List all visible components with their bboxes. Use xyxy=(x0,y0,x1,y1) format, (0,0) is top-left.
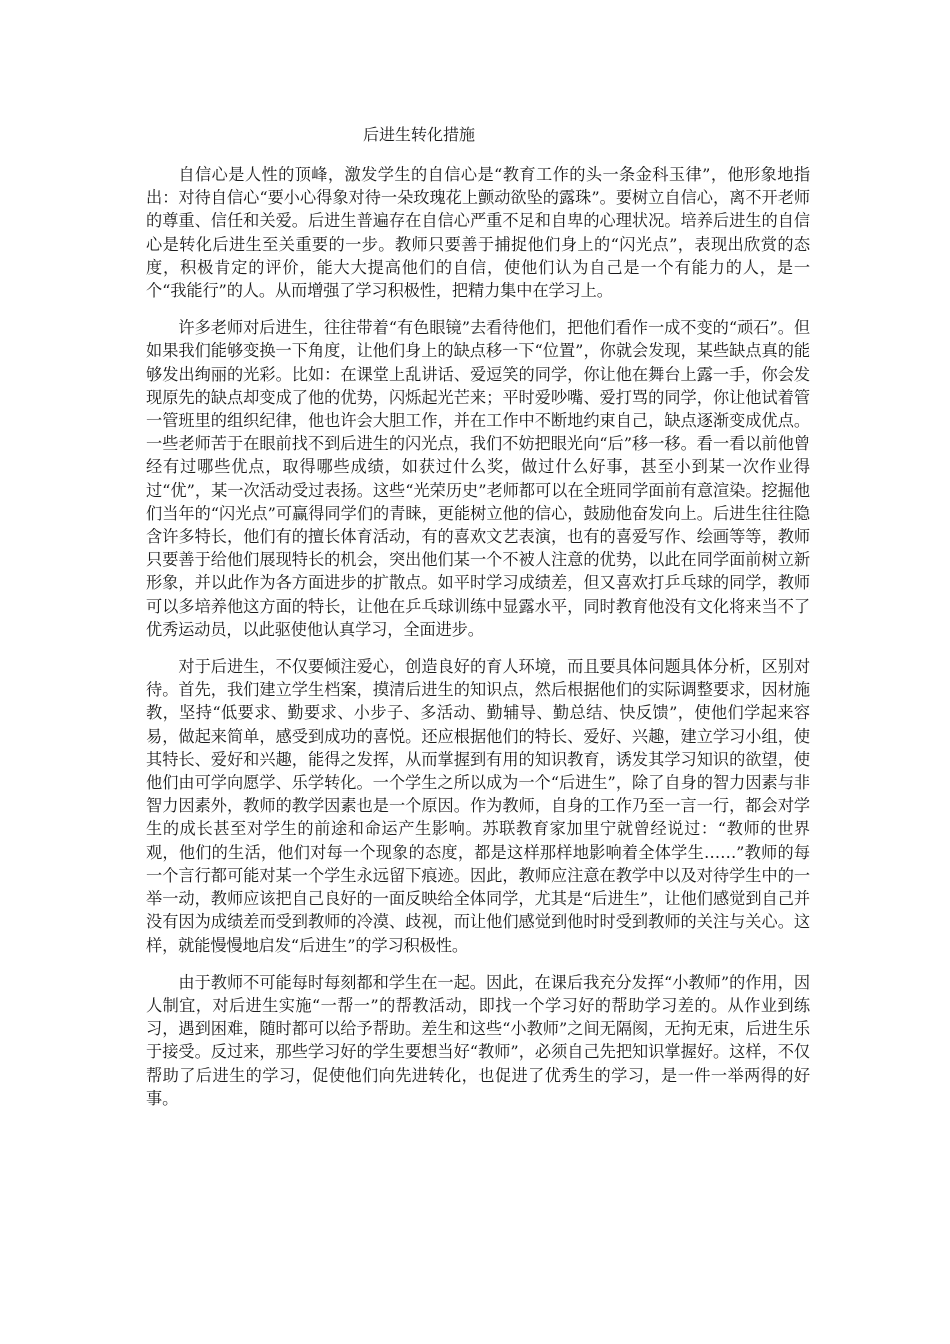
paragraph-differentiated-teaching: 对于后进生，不仅要倾注爱心，创造良好的育人环境，而且要具体问题具体分析，区别对待。首先，我们建立学生档案，摸清后进生的知识点，然后根据他们的实际调整要求，因材施教，坚持“低要求、勤要求、小步子、多活动、勤辅导、勤总结、快反馈”，使他们学起来容易，做起来简单，感受到成功的喜悦。还应根据他们的特长、爱好、兴趣，建立学习小组，使其特长、爱好和兴趣，能得之发挥，从而掌握到有用的知识教育，诱发其学习知识的欲望，使他们由可学向愿学、乐学转化。一个学生之所以成为一个“后进生”，除了自身的智力因素与非智力因素外，教师的教学因素也是一个原因。作为教师，自身的工作乃至一言一行，都会对学生的成长甚至对学生的前途和命运产生影响。苏联教育家加里宁就曾经说过：“教师的世界观，他们的生活，他们对每一个现象的态度，都是这样那样地影响着全体学生……”教师的每一个言行都可能对某一个学生永远留下痕迹。因此，教师应注意在教学中以及对待学生中的一举一动，教师应该把自己良好的一面反映给全体同学，尤其是“后进生”，让他们感觉到自己并没有因为成绩差而受到教师的冷漠、歧视，而让他们感觉到他时时受到教师的关注与关心。这样，就能慢慢地启发“后进生”的学习积极性。 xyxy=(146,657,810,955)
document-title: 后进生转化措施 xyxy=(363,125,476,144)
paragraph-peer-tutoring: 由于教师不可能每时每刻都和学生在一起。因此，在课后我充分发挥“小教师”的作用，因人制宜，对后进生实施“一帮一”的帮教活动，即找一个学习好的帮助学习差的。从作业到练习，遇到困难，随时都可以给予帮助。差生和这些“小教师”之间无隔阂，无拘无束，后进生乐于接受。反过来，那些学习好的学生要想当好“教师”，必须自己先把知识掌握好。这样，不仅帮助了后进生的学习，促使他们向先进转化，也促进了优秀生的学习，是一件一举两得的好事。 xyxy=(146,972,810,1108)
document-body xyxy=(146,163,810,1124)
paragraph-strengths: 许多老师对后进生，往往带着“有色眼镜”去看待他们，把他们看作一成不变的“顽石”。但如果我们能够变换一下角度，让他们身上的缺点移一下“位置”，你就会发现，某些缺点真的能够发出绚丽的光彩。比如：在课堂上乱讲话、爱逗笑的同学，你让他在舞台上露一手，你会发现原先的缺点却变成了他的优势，闪烁起光芒来；平时爱吵嘴、爱打骂的同学，你让他试着管一管班里的组织纪律，他也许会大胆工作，并在工作中不断地约束自己，缺点逐渐变成优点。一些老师苦于在眼前找不到后进生的闪光点，我们不妨把眼光向“后”移一移。看一看以前他曾经有过哪些优点，取得哪些成绩，如获过什么奖，做过什么好事，甚至小到某一次作业得过“优”，某一次活动受过表扬。这些“光荣历史”老师都可以在全班同学面前有意渲染。挖掘他们当年的“闪光点”可赢得同学们的青睐，更能树立他的信心，鼓励他奋发向上。后进生往往隐含许多特长，他们有的擅长体育活动，有的喜欢文艺表演，也有的喜爱写作、绘画等等，教师只要善于给他们展现特长的机会，突出他们某一个不被人注意的优势，以此在同学面前树立新形象，并以此作为各方面进步的扩散点。如平时学习成绩差，但又喜欢打乒乓球的同学，教师可以多培养他这方面的特长，让他在乒乓球训练中显露水平，同时教育他没有文化将来当不了优秀运动员，以此驱使他认真学习，全面进步。 xyxy=(146,318,810,639)
paragraph-confidence: 自信心是人性的顶峰，激发学生的自信心是“教育工作的头一条金科玉律”，他形象地指出：对待自信心“要小心得象对待一朵玫瑰花上颤动欲坠的露珠”。要树立自信心，离不开老师的尊重、信任和关爱。后进生普遍存在自信心严重不足和自卑的心理状况。培养后进生的自信心是转化后进生至关重要的一步。教师只要善于捕捉他们身上的“闪光点”，表现出欣赏的态度，积极肯定的评价，能大大提高他们的自信，使他们认为自己是一个有能力的人，是一个“我能行”的人。从而增强了学习积极性，把精力集中在学习上。 xyxy=(146,165,810,301)
